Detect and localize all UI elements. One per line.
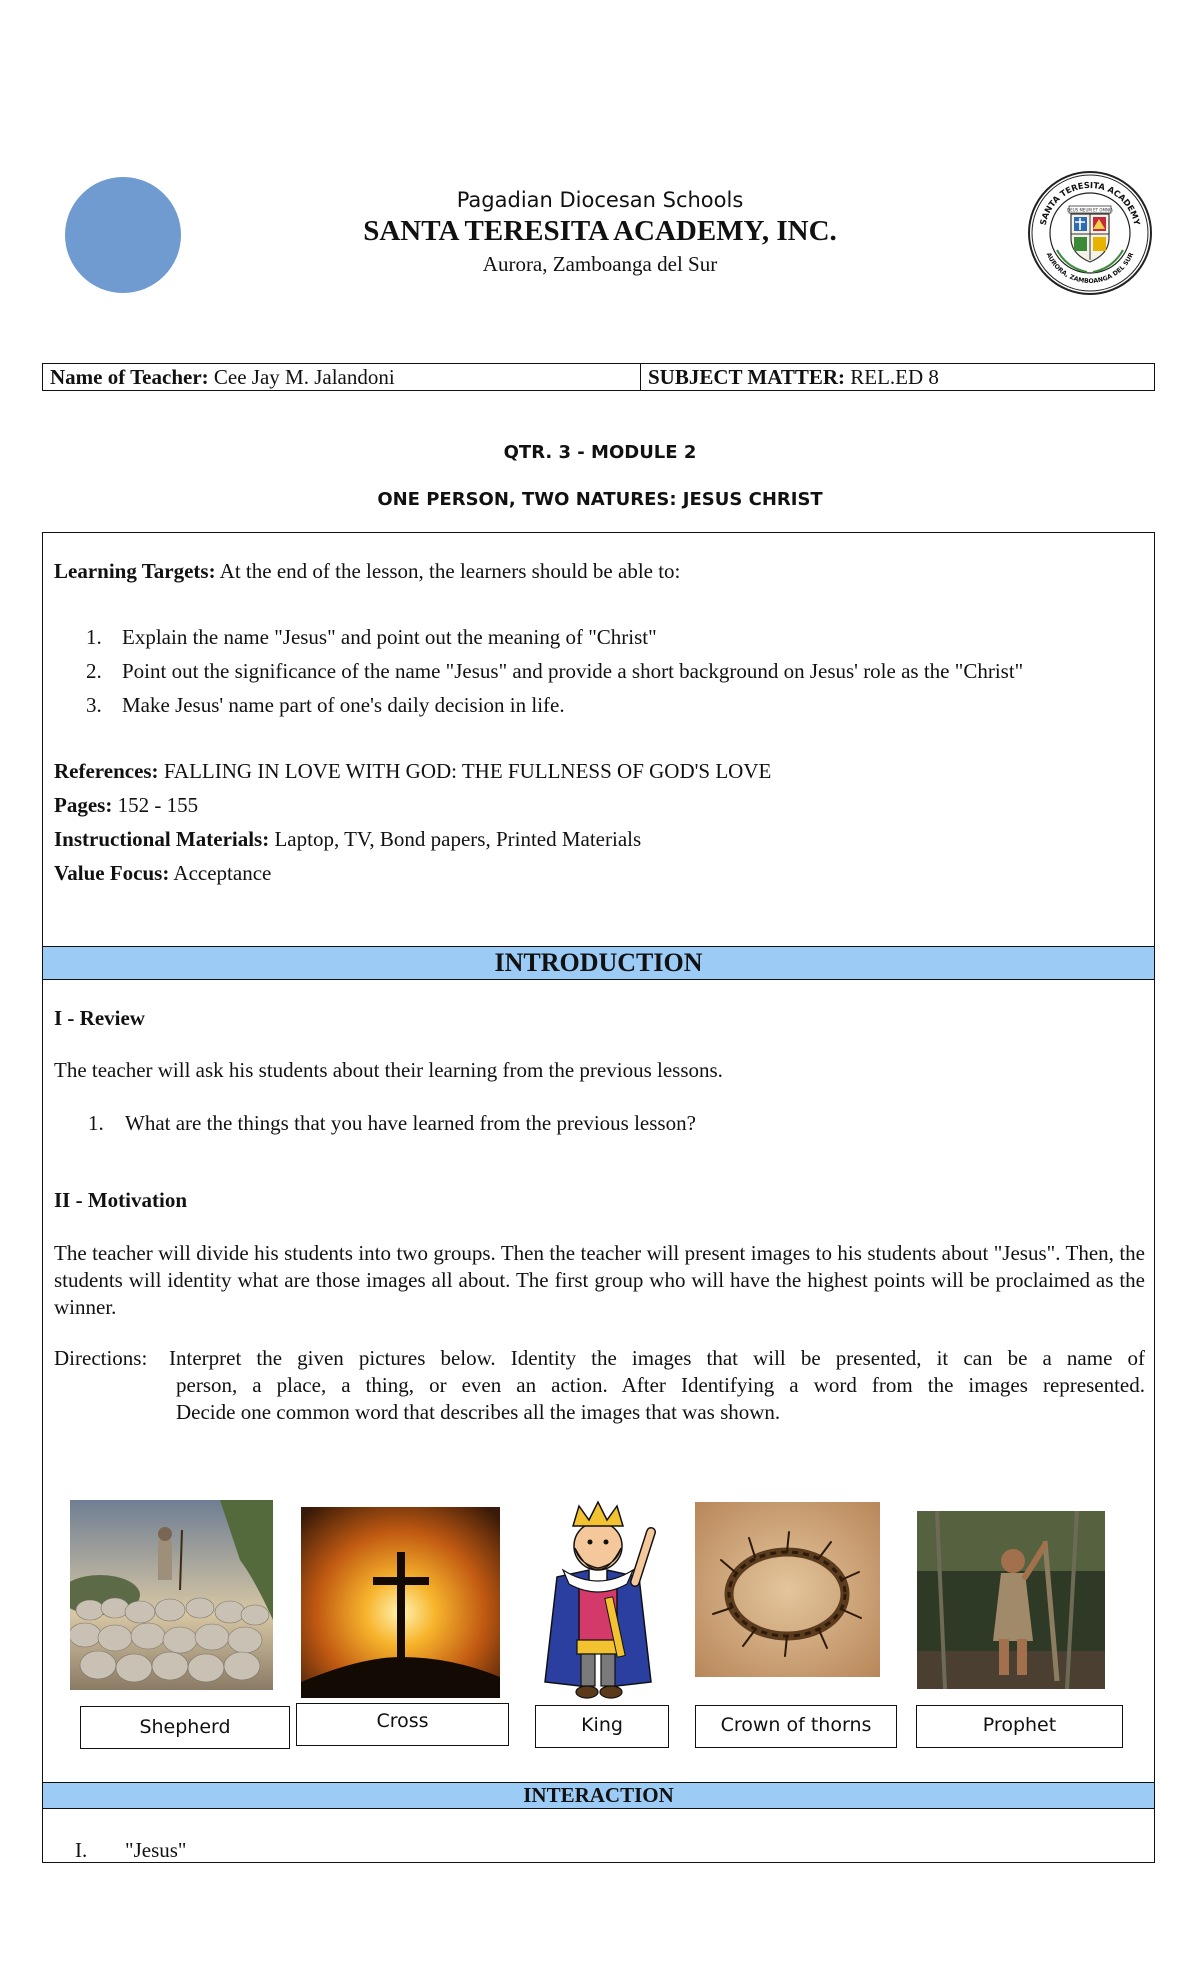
seal-text-bottom: AURORA, ZAMBOANGA DEL SUR (1044, 251, 1136, 286)
label-shepherd: Shepherd (139, 1716, 231, 1738)
value-focus-line (54, 860, 271, 887)
subject-value: REL.ED 8 (845, 365, 939, 389)
references-value: FALLING IN LOVE WITH GOD: THE FULLNESS OF GOD'S LOVE (158, 759, 772, 783)
review-text: The teacher will ask his students about their learning from the previous lessons. (54, 1058, 723, 1082)
target-number-3: 3. (86, 693, 102, 717)
crown-of-thorns-image (695, 1502, 880, 1677)
label-box-shepherd (80, 1706, 290, 1749)
pages-label: Pages: (54, 793, 113, 817)
school-seal-icon (1027, 170, 1153, 296)
review-heading: I - Review (54, 1006, 145, 1030)
teacher-name: Cee Jay M. Jalandoni (208, 365, 395, 389)
target-number-2: 2. (86, 659, 102, 683)
label-box-king (535, 1705, 669, 1748)
review-question: What are the things that you have learned from the previous lesson? (125, 1111, 696, 1135)
directions-line-2: person, a place, a thing, or even an action. After Identifying a word from the images represented. (176, 1373, 1145, 1397)
pages-value: 152 - 155 (112, 793, 199, 817)
directions-line-1: Interpret the given pictures below. Identity the images that will be presented, it can be a name of (169, 1346, 1145, 1370)
teacher-subject-table (42, 363, 1155, 391)
materials-line (54, 826, 641, 853)
directions-line-3: Decide one common word that describes all the images that was shown. (176, 1400, 781, 1424)
label-prophet: Prophet (982, 1714, 1057, 1736)
references-label: References: (54, 759, 159, 783)
label-crown-of-thorns: Crown of thorns (720, 1714, 872, 1736)
materials-value: Laptop, TV, Bond papers, Printed Materials (269, 827, 642, 851)
materials-label: Instructional Materials: (54, 827, 270, 851)
target-item-3: Make Jesus' name part of one's daily decision in life. (122, 693, 565, 717)
target-number-1: 1. (86, 625, 102, 649)
motivation-heading: II - Motivation (54, 1188, 187, 1212)
label-box-prophet (916, 1705, 1123, 1748)
review-question-number: 1. (88, 1111, 104, 1135)
seal-text-top: SANTA TERESITA ACADEMY (1037, 179, 1143, 227)
label-king: King (581, 1714, 623, 1736)
label-box-cross (296, 1703, 509, 1746)
motivation-text: The teacher will divide his students into two groups. Then the teacher will present images to his students about "Jesus". Then, the students will identity what are those images all about. The first group who will have the highest points will be proclaimed as the winner. (54, 1241, 1145, 1319)
king-image (527, 1492, 669, 1704)
value-focus-label: Value Focus: (54, 861, 170, 885)
interaction-item-number: I. (75, 1838, 88, 1862)
school-name: SANTA TERESITA ACADEMY, INC. (363, 215, 837, 247)
diocese-name: Pagadian Diocesan Schools (456, 188, 744, 212)
label-cross: Cross (376, 1710, 429, 1732)
learning-targets-intro: At the end of the lesson, the learners should be able to: (215, 559, 681, 583)
prophet-image (917, 1511, 1105, 1689)
seal-banner: DEUS MEUM ET OMNIA (1067, 207, 1113, 213)
subject-cell (641, 364, 946, 390)
teacher-label: Name of Teacher: (50, 365, 209, 389)
learning-targets-label: Learning Targets: (54, 559, 216, 583)
school-address: Aurora, Zamboanga del Sur (482, 252, 718, 276)
module-title: ONE PERSON, TWO NATURES: JESUS CHRIST (377, 489, 823, 510)
module-code: QTR. 3 - MODULE 2 (503, 442, 697, 463)
pages-line (54, 792, 198, 819)
cross-image (301, 1507, 500, 1698)
learning-targets-line (54, 558, 680, 585)
target-item-2: Point out the significance of the name "Jesus" and provide a short background on Jesus' role as the "Christ" (122, 659, 1024, 683)
shepherd-image (70, 1500, 273, 1690)
teacher-cell (43, 364, 641, 390)
value-focus-value: Acceptance (169, 861, 272, 885)
references-line (54, 758, 771, 785)
directions-label: Directions: (54, 1346, 148, 1370)
target-item-1: Explain the name "Jesus" and point out the meaning of "Christ" (122, 625, 657, 649)
subject-label: SUBJECT MATTER: (648, 365, 846, 389)
interaction-item-text: "Jesus" (125, 1838, 187, 1862)
interaction-band: INTERACTION (43, 1782, 1154, 1809)
introduction-band: INTRODUCTION (43, 946, 1154, 980)
label-box-crown-of-thorns (695, 1705, 897, 1748)
